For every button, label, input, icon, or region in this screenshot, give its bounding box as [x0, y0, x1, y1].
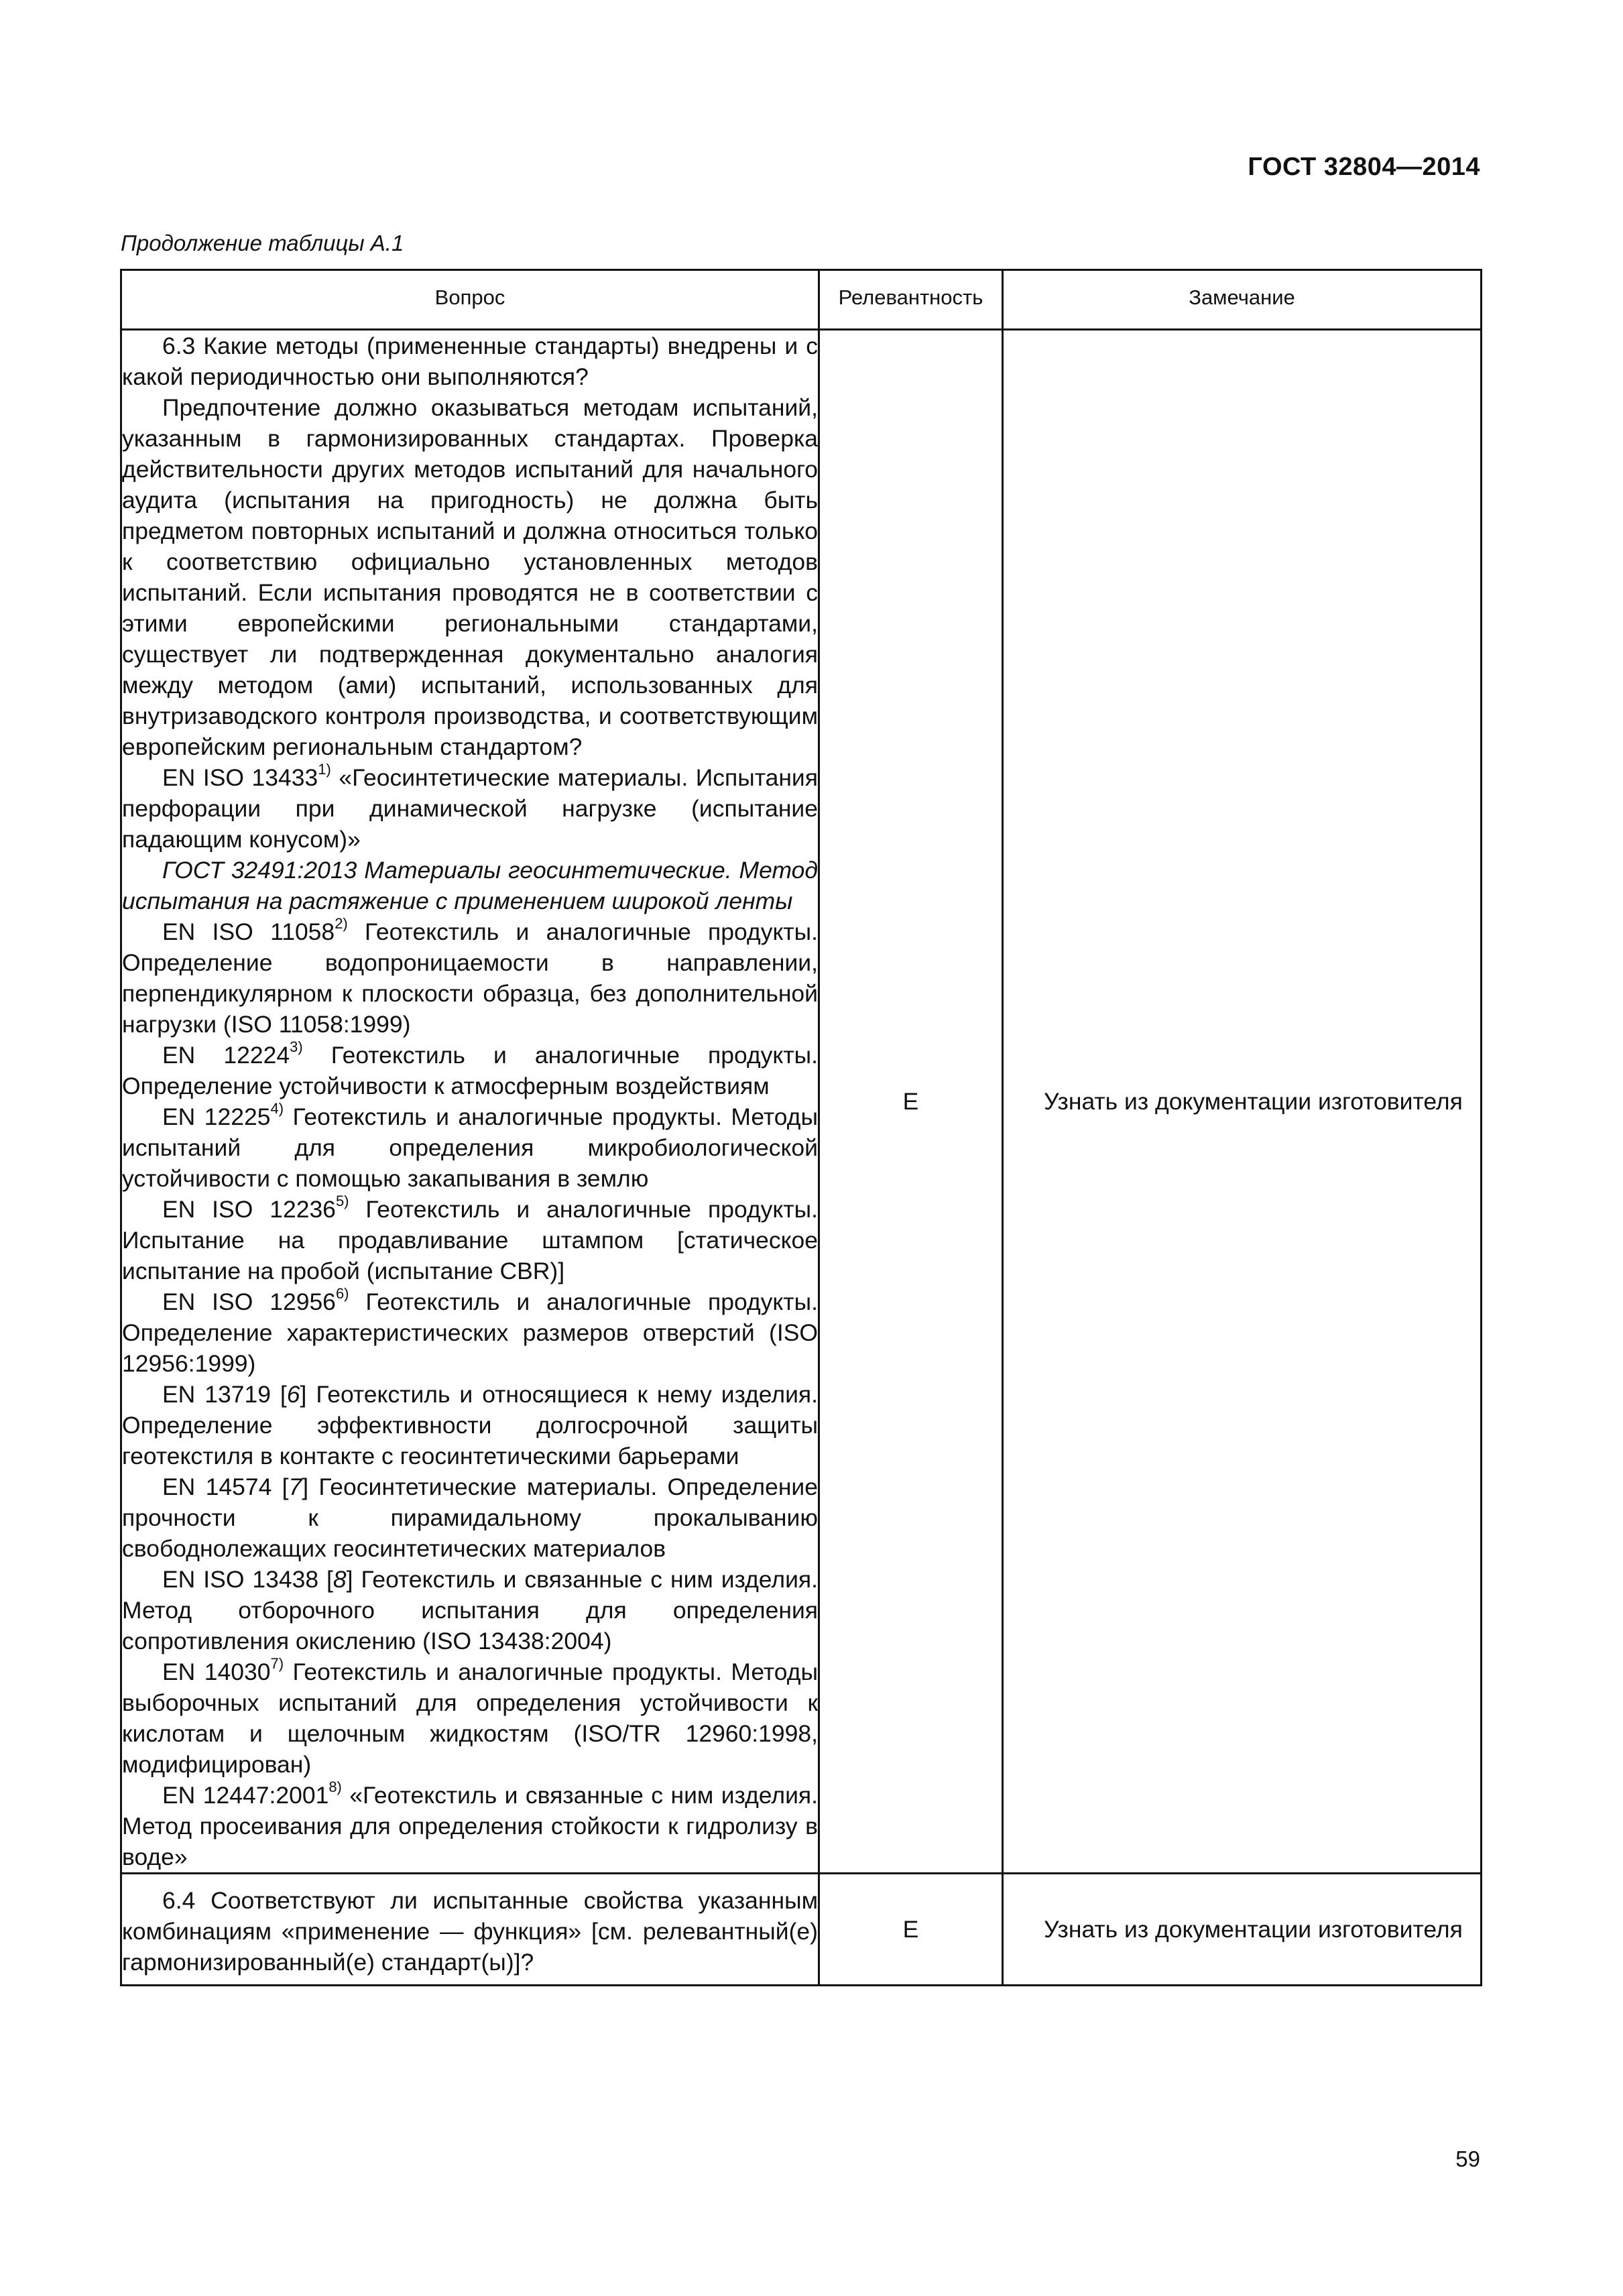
standard-reference: EN 14030$^{7)}$ Геотекстиль и аналогичные продукты. Методы выборочных испытаний для определения устойчивости к кислотам и щелочным жидкостям (ISO/TR 12960:1998, модифицирован) [122, 1655, 818, 1778]
standard-reference: EN 14574 [7] Геосинтетические материалы. Определение прочности к пирамидальному прокалыванию свободнолежащих геосинтетических материалов [122, 1473, 819, 1562]
standard-reference: EN ISO 12956$^{6)}$ Геотекстиль и аналогичные продукты. Определение характеристических размеров отверстий (ISO 12956:1999) [122, 1285, 818, 1377]
footnote-mark: 4) [270, 1100, 284, 1117]
footnote-mark: 5) [335, 1193, 349, 1210]
header-separator [121, 324, 1482, 330]
question-text: Предпочтение должно оказываться методам испытаний, указанным в гармонизированных стандартах. Проверка действительности других методов испытаний для начального аудита (испытания на пригодность) не должна быть предметом повторных испытаний и должна относиться только к соответствию официально установленных методов испытаний. Если испытания проводятся не в соответствии с этими европейскими региональными стандартами, существует ли подтвержденная документально аналогия между методом (ами) испытаний, использованных для внутризаводского контроля производства, и соответствующим европейским региональным стандартом? [122, 394, 818, 760]
question-cell [121, 330, 819, 1874]
footnote-mark: 8) [328, 1778, 342, 1796]
table-row [121, 330, 1482, 1874]
footnote-mark: 7) [270, 1655, 284, 1673]
standard-code: ГОСТ 32804—2014 [1248, 153, 1480, 181]
page-number: 59 [1455, 2147, 1480, 2171]
question-title: 6.3 Какие методы (примененные стандарты) внедрены и с какой периодичностью они выполняются? [122, 333, 818, 390]
standard-reference: EN 12447:2001$^{8)}$ «Геотекстиль и связанные с ним изделия. Метод просеивания для определения стойкости к гидролизу в воде» [122, 1778, 818, 1870]
column-header-relevance: Релевантность [819, 270, 1003, 325]
bibliography-ref: 7 [288, 1473, 302, 1500]
note-text: Узнать из документации изготовителя [1044, 1916, 1463, 1943]
question-text: 6.4 Соответствуют ли испытанные свойства указанным комбинациям «применение — функция» [см. релевантный(е) гармонизированный(е) стандарт(ы)]? [122, 1887, 818, 1976]
standard-reference: EN ISO 11058$^{2)}$ Геотекстиль и аналогичные продукты. Определение водопроницаемости в направлении, перпендикулярном к плоскости образца, без дополнительной нагрузки (ISO 11058:1999) [122, 915, 819, 1038]
column-header-question: Вопрос [121, 270, 819, 325]
table-row [121, 1874, 1482, 1986]
question-cell [121, 1874, 819, 1986]
column-header-note: Замечание [1003, 270, 1482, 325]
standard-reference: EN ISO 12236$^{5)}$ Геотекстиль и аналогичные продукты. Испытание на продавливание штампом [статическое испытание на пробой (испытание CBR)] [122, 1193, 818, 1284]
footnote-mark: 1) [318, 761, 331, 778]
note-text: Узнать из документации изготовителя [1044, 1088, 1463, 1115]
bibliography-ref: 6 [286, 1381, 300, 1408]
relevance-cell: E [819, 330, 1003, 1874]
note-cell [1003, 1874, 1482, 1986]
standard-reference: EN ISO 13433$^{1)}$ «Геосинтетические материалы. Испытания перфорации при динамической нагрузке (испытание падающим конусом)» [122, 761, 818, 853]
requirements-table [120, 269, 1482, 1986]
standard-reference: ГОСТ 32491:2013 Материалы геосинтетические. Метод испытания на растяжение с применением широкой ленты [122, 857, 818, 914]
table-header-row [121, 270, 1482, 325]
standard-reference: EN ISO 13438 [8] Геотекстиль и связанные с ним изделия. Метод отборочного испытания для определения сопротивления окислению (ISO 13438:2004) [122, 1566, 818, 1654]
footnote-mark: 3) [290, 1038, 303, 1056]
note-cell [1003, 330, 1482, 1874]
standard-reference: EN 13719 [6] Геотекстиль и относящиеся к нему изделия. Определение эффективности долгосрочной защиты геотекстиля в контакте с геосинтетическими барьерами [122, 1381, 819, 1469]
bibliography-ref: 8 [333, 1566, 347, 1593]
footnote-mark: 2) [335, 915, 348, 932]
standard-reference: EN 12225$^{4)}$ Геотекстиль и аналогичные продукты. Методы испытаний для определения микробиологической устойчивости с помощью закапывания в землю [122, 1100, 818, 1192]
footnote-mark: 6) [335, 1285, 349, 1303]
table-caption: Продолжение таблицы А.1 [121, 231, 404, 255]
standard-reference: EN 12224$^{3)}$ Геотекстиль и аналогичные продукты. Определение устойчивости к атмосферным воздействиям [122, 1038, 818, 1099]
relevance-cell: E [819, 1874, 1003, 1986]
